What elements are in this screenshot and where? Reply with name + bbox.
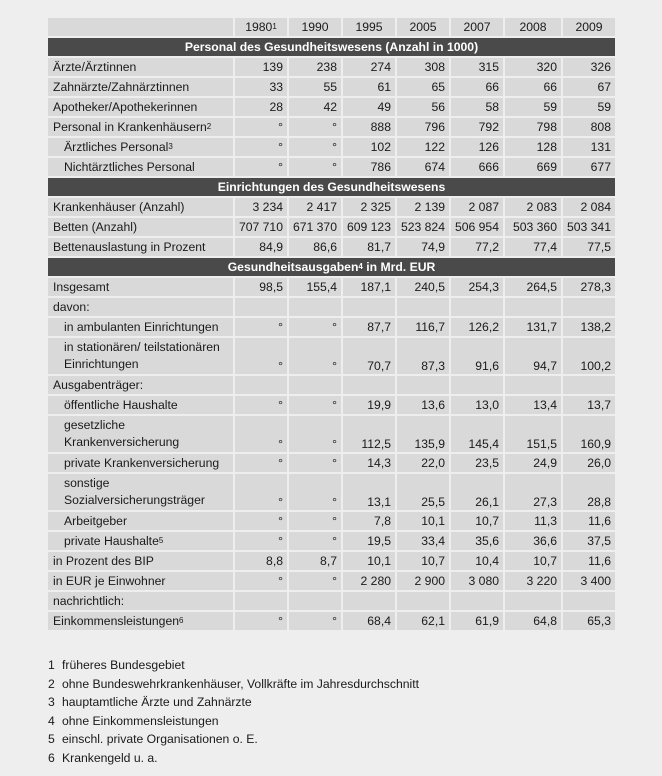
- table-cell: 145,4: [451, 416, 503, 452]
- table-cell: °: [235, 512, 287, 530]
- table-cell: 666: [451, 158, 503, 176]
- footnote-item: 5 einschl. private Organisationen o. E.: [48, 732, 258, 746]
- table-cell: 786: [343, 158, 395, 176]
- table-cell: [235, 298, 287, 316]
- table-cell: 74,9: [397, 238, 449, 256]
- footnote-item: 2 ohne Bundeswehrkrankenhäuser, Vollkräfte im Jahresdurchschnitt: [48, 676, 420, 691]
- table-cell: 94,7: [505, 338, 561, 374]
- table-cell: [451, 592, 503, 610]
- year-header-1995: 1995: [343, 18, 395, 36]
- table-cell: 122: [397, 138, 449, 156]
- row-label: davon:: [48, 298, 233, 316]
- table-row: [48, 238, 615, 256]
- table-cell: 81,7: [343, 238, 395, 256]
- table-cell: °: [235, 416, 287, 452]
- row-label: Betten (Anzahl): [48, 218, 233, 236]
- table-cell: 22,0: [397, 454, 449, 472]
- table-cell: 808: [563, 118, 615, 136]
- table-row: [48, 218, 615, 236]
- table-cell: 35,6: [451, 532, 503, 550]
- table-cell: 10,7: [397, 552, 449, 570]
- row-label: in Prozent des BIP: [48, 552, 233, 570]
- row-label: in stationären/ teilstationären Einrichtungen: [48, 338, 233, 374]
- table-cell: 278,3: [563, 278, 615, 296]
- table-cell: 37,5: [563, 532, 615, 550]
- table-row: [48, 318, 615, 336]
- table-cell: 10,4: [451, 552, 503, 570]
- year-header-1980: 1980 1: [235, 18, 287, 36]
- table-cell: 56: [397, 98, 449, 116]
- table-row: [48, 198, 615, 216]
- table-cell: 160,9: [563, 416, 615, 452]
- table-cell: [397, 298, 449, 316]
- table-cell: [343, 376, 395, 394]
- table-cell: 13,7: [563, 396, 615, 414]
- table-cell: °: [289, 338, 341, 374]
- row-label: Ärztliches Personal 3: [48, 138, 233, 156]
- table-row: [48, 118, 615, 136]
- table-cell: °: [289, 138, 341, 156]
- table-cell: 100,2: [563, 338, 615, 374]
- table-cell: [451, 298, 503, 316]
- footnote-item: 3 hauptamtliche Ärzte und Zahnärzte: [48, 695, 252, 709]
- table-cell: °: [235, 158, 287, 176]
- table-cell: 798: [505, 118, 561, 136]
- table-cell: [289, 592, 341, 610]
- table-cell: °: [289, 572, 341, 590]
- table-cell: 2 139: [397, 198, 449, 216]
- table-cell: 254,3: [451, 278, 503, 296]
- table-cell: 308: [397, 58, 449, 76]
- table-cell: [505, 376, 561, 394]
- table-cell: 238: [289, 58, 341, 76]
- table-cell: 2 900: [397, 572, 449, 590]
- table-cell: 3 400: [563, 572, 615, 590]
- table-cell: °: [289, 454, 341, 472]
- table-row: [48, 78, 615, 96]
- table-cell: 669: [505, 158, 561, 176]
- table-cell: [235, 376, 287, 394]
- table-cell: 87,3: [397, 338, 449, 374]
- table-row: [48, 512, 615, 530]
- table-cell: 19,9: [343, 396, 395, 414]
- table-cell: [451, 376, 503, 394]
- table-cell: 77,2: [451, 238, 503, 256]
- table-cell: 503 341: [563, 218, 615, 236]
- table-cell: [397, 376, 449, 394]
- table-cell: °: [289, 158, 341, 176]
- table-row: [48, 58, 615, 76]
- table-cell: 59: [505, 98, 561, 116]
- table-cell: 11,3: [505, 512, 561, 530]
- row-label: Nichtärztliches Personal: [48, 158, 233, 176]
- table-cell: [397, 592, 449, 610]
- table-row: [48, 138, 615, 156]
- table-cell: 187,1: [343, 278, 395, 296]
- table-cell: 10,7: [451, 512, 503, 530]
- table-cell: 70,7: [343, 338, 395, 374]
- table-row: [48, 592, 615, 610]
- table-cell: 25,5: [397, 474, 449, 510]
- footnote-item: 1 früheres Bundesgebiet: [48, 658, 185, 672]
- table-cell: 3 220: [505, 572, 561, 590]
- table-row: [48, 612, 615, 630]
- table-cell: 888: [343, 118, 395, 136]
- table-cell: 26,1: [451, 474, 503, 510]
- row-label: Einkommensleistungen 6: [48, 612, 233, 630]
- row-label: öffentliche Haushalte: [48, 396, 233, 414]
- table-cell: 64,8: [505, 612, 561, 630]
- table-cell: 102: [343, 138, 395, 156]
- row-label: Arbeitgeber: [48, 512, 233, 530]
- table-cell: 67: [563, 78, 615, 96]
- table-cell: 98,5: [235, 278, 287, 296]
- table-cell: 264,5: [505, 278, 561, 296]
- table-cell: 135,9: [397, 416, 449, 452]
- table-cell: 10,1: [397, 512, 449, 530]
- table-cell: 33: [235, 78, 287, 96]
- table-cell: °: [289, 474, 341, 510]
- table-cell: 503 360: [505, 218, 561, 236]
- table-cell: 3 080: [451, 572, 503, 590]
- table-row: [48, 298, 615, 316]
- table-cell: 131,7: [505, 318, 561, 336]
- table-cell: 112,5: [343, 416, 395, 452]
- table-cell: 8,7: [289, 552, 341, 570]
- table-cell: [563, 376, 615, 394]
- table-cell: °: [235, 474, 287, 510]
- table-row: [48, 532, 615, 550]
- table-cell: 674: [397, 158, 449, 176]
- table-cell: 2 083: [505, 198, 561, 216]
- table-cell: 128: [505, 138, 561, 156]
- year-header-2009: 2009: [563, 18, 615, 36]
- table-cell: °: [235, 396, 287, 414]
- table-cell: 326: [563, 58, 615, 76]
- table-cell: 84,9: [235, 238, 287, 256]
- row-label: gesetzliche Krankenversicherung: [48, 416, 233, 452]
- table-cell: [563, 298, 615, 316]
- row-label: Apotheker/Apothekerinnen: [48, 98, 233, 116]
- table-cell: 792: [451, 118, 503, 136]
- table-cell: 315: [451, 58, 503, 76]
- table-cell: 126: [451, 138, 503, 156]
- section-title: Personal des Gesundheitswesens (Anzahl in 1000): [48, 38, 615, 56]
- table-cell: 49: [343, 98, 395, 116]
- table-cell: °: [289, 512, 341, 530]
- table-cell: 33,4: [397, 532, 449, 550]
- table-cell: °: [235, 532, 287, 550]
- table-cell: 19,5: [343, 532, 395, 550]
- table-row: [48, 376, 615, 394]
- table-cell: 87,7: [343, 318, 395, 336]
- table-cell: 65: [397, 78, 449, 96]
- row-label: Ärzte/Ärztinnen: [48, 58, 233, 76]
- table-cell: 13,6: [397, 396, 449, 414]
- table-cell: [343, 298, 395, 316]
- table-cell: 7,8: [343, 512, 395, 530]
- table-cell: 671 370: [289, 218, 341, 236]
- table-cell: 131: [563, 138, 615, 156]
- table-cell: 274: [343, 58, 395, 76]
- table-cell: 138,2: [563, 318, 615, 336]
- table-row: [48, 416, 615, 452]
- table-cell: 677: [563, 158, 615, 176]
- table-cell: 2 325: [343, 198, 395, 216]
- table-cell: [505, 592, 561, 610]
- table-cell: 13,1: [343, 474, 395, 510]
- section-title: Einrichtungen des Gesundheitswesens: [48, 178, 615, 196]
- table-cell: 3 234: [235, 198, 287, 216]
- table-cell: [289, 298, 341, 316]
- table-cell: °: [235, 454, 287, 472]
- table-cell: 320: [505, 58, 561, 76]
- row-label: Insgesamt: [48, 278, 233, 296]
- table-cell: °: [235, 118, 287, 136]
- table-cell: °: [289, 612, 341, 630]
- table-cell: 77,5: [563, 238, 615, 256]
- table-cell: [289, 376, 341, 394]
- table-cell: °: [289, 396, 341, 414]
- row-label: in EUR je Einwohner: [48, 572, 233, 590]
- row-label: Bettenauslastung in Prozent: [48, 238, 233, 256]
- table-cell: 55: [289, 78, 341, 96]
- table-cell: 66: [505, 78, 561, 96]
- table-cell: °: [289, 532, 341, 550]
- header-blank-cell: [48, 18, 233, 36]
- table-cell: 10,7: [505, 552, 561, 570]
- table-cell: 155,4: [289, 278, 341, 296]
- table-cell: 62,1: [397, 612, 449, 630]
- table-cell: 11,6: [563, 512, 615, 530]
- table-cell: 86,6: [289, 238, 341, 256]
- row-label: sonstige Sozialversicherungsträger: [48, 474, 233, 510]
- table-row: [48, 98, 615, 116]
- table-cell: 11,6: [563, 552, 615, 570]
- table-row: [48, 474, 615, 510]
- table-cell: 91,6: [451, 338, 503, 374]
- table-cell: 61: [343, 78, 395, 96]
- year-header-2007: 2007: [451, 18, 503, 36]
- table-cell: 796: [397, 118, 449, 136]
- table-cell: 58: [451, 98, 503, 116]
- table-cell: 65,3: [563, 612, 615, 630]
- table-cell: 10,1: [343, 552, 395, 570]
- table-cell: 116,7: [397, 318, 449, 336]
- table-cell: 8,8: [235, 552, 287, 570]
- table-cell: 42: [289, 98, 341, 116]
- table-cell: 2 084: [563, 198, 615, 216]
- table-cell: 27,3: [505, 474, 561, 510]
- table-cell: 77,4: [505, 238, 561, 256]
- table-cell: °: [289, 416, 341, 452]
- table-cell: 14,3: [343, 454, 395, 472]
- row-label: Ausgabenträger:: [48, 376, 233, 394]
- table-cell: 13,4: [505, 396, 561, 414]
- table-row: [48, 396, 615, 414]
- table-cell: 707 710: [235, 218, 287, 236]
- table-cell: 23,5: [451, 454, 503, 472]
- row-label: Zahnärzte/Zahnärztinnen: [48, 78, 233, 96]
- table-row: [48, 454, 615, 472]
- footnote-item: 6 Krankengeld u. a.: [48, 750, 158, 765]
- row-label: private Krankenversicherung: [48, 454, 233, 472]
- table-cell: 36,6: [505, 532, 561, 550]
- table-cell: °: [235, 338, 287, 374]
- table-cell: 59: [563, 98, 615, 116]
- table-cell: 61,9: [451, 612, 503, 630]
- table-cell: 28,8: [563, 474, 615, 510]
- table-cell: 151,5: [505, 416, 561, 452]
- table-row: [48, 552, 615, 570]
- year-header-1990: 1990: [289, 18, 341, 36]
- table-cell: 126,2: [451, 318, 503, 336]
- table-cell: 139: [235, 58, 287, 76]
- table-row: [48, 158, 615, 176]
- table-row: [48, 278, 615, 296]
- table-cell: 2 417: [289, 198, 341, 216]
- table-cell: 68,4: [343, 612, 395, 630]
- table-cell: [563, 592, 615, 610]
- row-label: in ambulanten Einrichtungen: [48, 318, 233, 336]
- table-cell: 28: [235, 98, 287, 116]
- table-cell: °: [235, 318, 287, 336]
- table-cell: [343, 592, 395, 610]
- table-cell: °: [235, 612, 287, 630]
- row-label: nachrichtlich:: [48, 592, 233, 610]
- table-cell: 523 824: [397, 218, 449, 236]
- row-label: Personal in Krankenhäusern 2: [48, 118, 233, 136]
- health-statistics-table: [48, 18, 615, 632]
- table-cell: 13,0: [451, 396, 503, 414]
- table-cell: °: [235, 138, 287, 156]
- section-title: Gesundheitsausgaben 4 in Mrd. EUR: [48, 258, 615, 276]
- table-cell: 26,0: [563, 454, 615, 472]
- year-header-row: [48, 18, 615, 36]
- table-cell: [505, 298, 561, 316]
- row-label: private Haushalte 5: [48, 532, 233, 550]
- footnote-item: 4 ohne Einkommensleistungen: [48, 713, 219, 728]
- table-cell: °: [235, 572, 287, 590]
- table-cell: 2 280: [343, 572, 395, 590]
- table-cell: 240,5: [397, 278, 449, 296]
- table-cell: [235, 592, 287, 610]
- table-cell: °: [289, 118, 341, 136]
- footnotes: [48, 656, 419, 767]
- row-label: Krankenhäuser (Anzahl): [48, 198, 233, 216]
- table-row: [48, 572, 615, 590]
- table-cell: 2 087: [451, 198, 503, 216]
- table-cell: 24,9: [505, 454, 561, 472]
- table-cell: 506 954: [451, 218, 503, 236]
- table-cell: 609 123: [343, 218, 395, 236]
- table-cell: 66: [451, 78, 503, 96]
- table-cell: °: [289, 318, 341, 336]
- year-header-2008: 2008: [505, 18, 561, 36]
- year-header-2005: 2005: [397, 18, 449, 36]
- table-row: [48, 338, 615, 374]
